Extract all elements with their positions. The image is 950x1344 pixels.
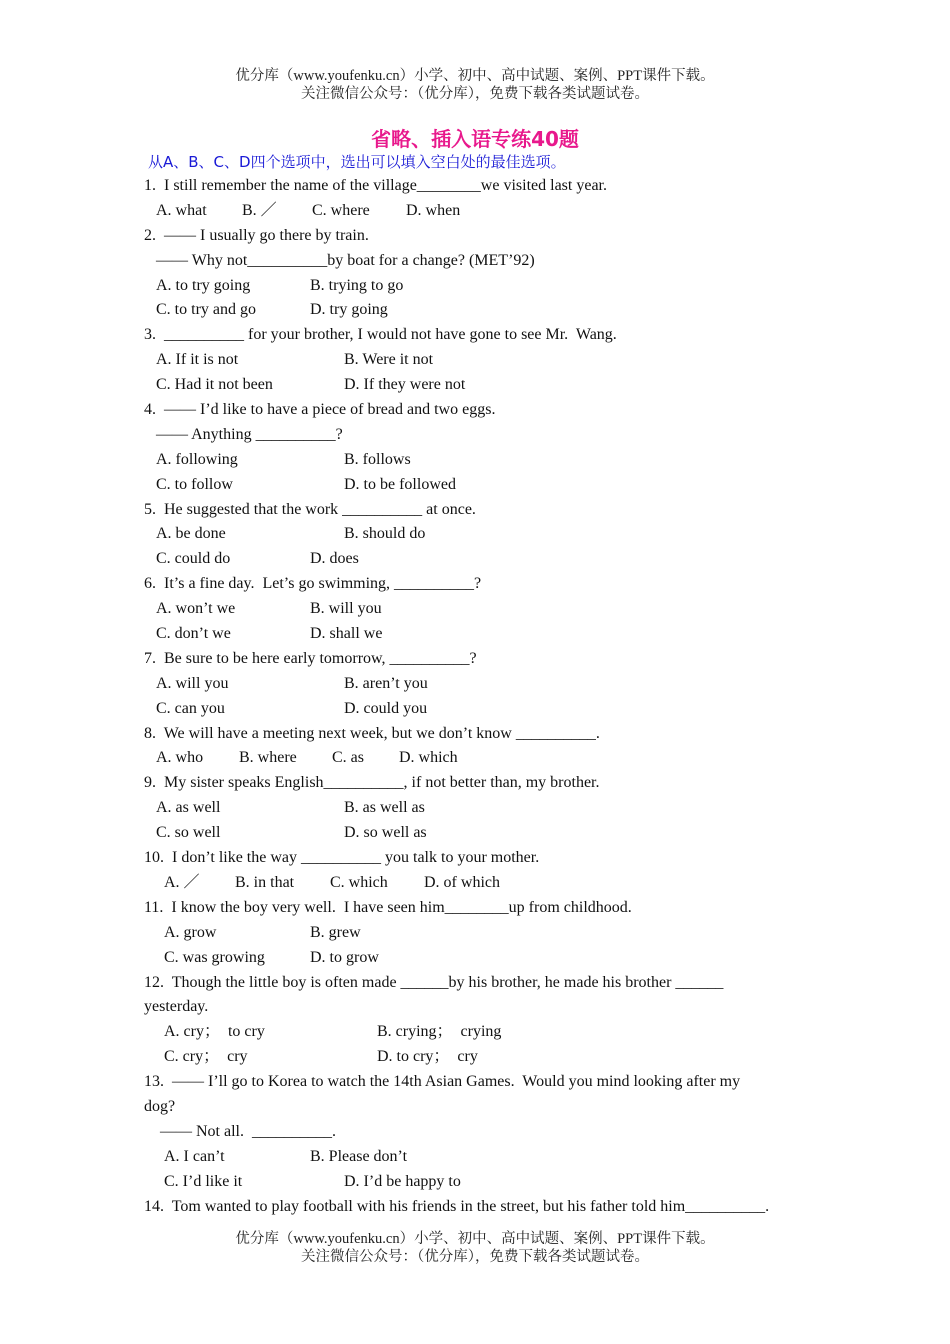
question-6-stem: 6. It’s a fine day. Let’s go swimming, __________?: [144, 575, 482, 593]
question-6-options-row-2: [144, 622, 814, 647]
option-b[interactable]: B. ／: [242, 201, 277, 219]
question-11-options-row-1: [144, 921, 814, 946]
question-9-stem: 9. My sister speaks English__________, if not better than, my brother.: [144, 774, 600, 792]
header-line-1: 优分库（www.youfenku.cn）小学、初中、高中试题、案例、PPT课件下载。: [235, 68, 715, 84]
option-a[interactable]: A. cry； to cry: [164, 1023, 265, 1041]
option-c[interactable]: C. to try and go: [156, 301, 256, 319]
option-d[interactable]: D. so well as: [344, 824, 427, 842]
option-d[interactable]: D. try going: [310, 301, 388, 319]
option-d[interactable]: D. which: [399, 749, 458, 767]
question-14-stem: 14. Tom wanted to play football with his friends in the street, but his father told him__________.: [144, 1197, 770, 1215]
instruction: 从A、B、C、D四个选项中，选出可以填入空白处的最佳选项。: [148, 153, 566, 171]
option-a[interactable]: A. to try going: [156, 276, 251, 294]
question-13-stem-cont: dog?: [144, 1097, 176, 1115]
question-11-stem: 11. I know the boy very well. I have seen him________up from childhood.: [144, 898, 632, 916]
option-b[interactable]: B. will you: [310, 600, 382, 618]
footer-line-1: 优分库（www.youfenku.cn）小学、初中、高中试题、案例、PPT课件下载。: [235, 1231, 715, 1247]
option-a[interactable]: A. I can’t: [164, 1147, 225, 1165]
question-2-options-row-1: [144, 274, 814, 299]
option-c[interactable]: C. Had it not been: [156, 376, 273, 394]
option-d[interactable]: D. of which: [424, 873, 500, 891]
question-5-stem: 5. He suggested that the work __________ at once.: [144, 500, 476, 518]
question-2-options-row-2: [144, 298, 814, 323]
option-a[interactable]: A. as well: [156, 799, 221, 817]
option-d[interactable]: D. to grow: [310, 948, 379, 966]
option-b[interactable]: B. crying； crying: [377, 1023, 502, 1041]
worksheet-title: 省略、插入语专练40题: [371, 127, 579, 151]
question-4-options-row-1: [144, 448, 814, 473]
option-b[interactable]: B. should do: [344, 525, 426, 543]
question-12-options-row-2: [144, 1045, 814, 1070]
option-c[interactable]: C. which: [330, 873, 388, 891]
option-b[interactable]: B. where: [239, 749, 297, 767]
option-d[interactable]: D. when: [406, 201, 461, 219]
question-12-options-row-1: [144, 1020, 814, 1045]
option-d[interactable]: D. shall we: [310, 625, 383, 643]
option-c[interactable]: C. where: [312, 201, 370, 219]
option-d[interactable]: D. could you: [344, 699, 428, 717]
option-a[interactable]: A. who: [156, 749, 204, 767]
option-d[interactable]: D. I’d be happy to: [344, 1172, 461, 1190]
question-7-options-row-2: [144, 697, 814, 722]
question-12-stem: 12. Though the little boy is often made ______by his brother, he made his brother ______: [144, 973, 724, 991]
question-13-stem: 13. —— I’ll go to Korea to watch the 14th Asian Games. Would you mind looking after my: [144, 1073, 741, 1091]
question-9-options-row-2: [144, 821, 814, 846]
question-1-options: [144, 199, 814, 224]
option-a[interactable]: A. following: [156, 450, 238, 468]
question-5-options-row-1: [144, 522, 814, 547]
question-4-stem: 4. —— I’d like to have a piece of bread and two eggs.: [144, 401, 496, 419]
option-b[interactable]: B. as well as: [344, 799, 425, 817]
option-c[interactable]: C. cry； cry: [164, 1048, 248, 1066]
option-b[interactable]: B. aren’t you: [344, 674, 428, 692]
option-a[interactable]: A. won’t we: [156, 600, 236, 618]
question-1-stem: 1. I still remember the name of the village________we visited last year.: [144, 177, 607, 194]
option-d[interactable]: D. to cry； cry: [377, 1048, 478, 1066]
question-3-stem: 3. __________ for your brother, I would not have gone to see Mr. Wang.: [144, 326, 617, 344]
question-4-options-row-2: [144, 473, 814, 498]
question-10-stem: 10. I don’t like the way __________ you talk to your mother.: [144, 849, 540, 867]
question-9-options-row-1: [144, 796, 814, 821]
question-2-stem: 2. —— I usually go there by train.: [144, 226, 369, 244]
option-c[interactable]: C. was growing: [164, 948, 265, 966]
option-b[interactable]: B. Were it not: [344, 351, 434, 369]
question-10-options: [144, 871, 814, 896]
question-13-stem-2: —— Not all. __________.: [160, 1122, 336, 1140]
question-2-stem-2: —— Why not__________by boat for a change? (MET’92): [156, 251, 535, 269]
option-a[interactable]: A. what: [156, 201, 207, 219]
question-5-options-row-2: [144, 547, 814, 572]
option-d[interactable]: D. to be followed: [344, 475, 456, 493]
question-13-options-row-1: [144, 1145, 814, 1170]
footer-line-2: 关注微信公众号：（优分库），免费下载各类试题试卷。: [301, 1249, 649, 1265]
option-b[interactable]: B. follows: [344, 450, 411, 468]
question-3-options-row-1: [144, 348, 814, 373]
question-6-options-row-1: [144, 597, 814, 622]
option-b[interactable]: B. grew: [310, 923, 361, 941]
question-4-stem-2: —— Anything __________?: [156, 425, 343, 443]
option-b[interactable]: B. Please don’t: [310, 1147, 408, 1165]
option-d[interactable]: D. If they were not: [344, 376, 466, 394]
option-a[interactable]: A. grow: [164, 923, 217, 941]
option-c[interactable]: C. don’t we: [156, 625, 231, 643]
page-footer: [0, 1230, 950, 1266]
option-c[interactable]: C. can you: [156, 699, 225, 717]
option-c[interactable]: C. to follow: [156, 475, 233, 493]
question-11-options-row-2: [144, 946, 814, 971]
option-a[interactable]: A. If it is not: [156, 351, 239, 369]
question-list: [144, 174, 814, 1219]
question-7-stem: 7. Be sure to be here early tomorrow, __________?: [144, 649, 477, 667]
question-7-options-row-1: [144, 672, 814, 697]
option-b[interactable]: B. trying to go: [310, 276, 404, 294]
page-header: [0, 67, 950, 103]
question-13-options-row-2: [144, 1170, 814, 1195]
option-a[interactable]: A. ／: [164, 873, 200, 891]
option-a[interactable]: A. will you: [156, 674, 229, 692]
option-c[interactable]: C. as: [332, 749, 364, 767]
option-d[interactable]: D. does: [310, 550, 359, 568]
option-b[interactable]: B. in that: [235, 873, 295, 891]
question-8-options: [144, 746, 814, 771]
option-c[interactable]: C. so well: [156, 824, 221, 842]
question-8-stem: 8. We will have a meeting next week, but we don’t know __________.: [144, 724, 600, 742]
option-c[interactable]: C. could do: [156, 550, 231, 568]
option-c[interactable]: C. I’d like it: [164, 1172, 243, 1190]
question-12-stem-cont: yesterday.: [144, 998, 209, 1016]
option-a[interactable]: A. be done: [156, 525, 226, 543]
question-3-options-row-2: [144, 373, 814, 398]
header-line-2: 关注微信公众号：（优分库），免费下载各类试题试卷。: [301, 86, 649, 102]
